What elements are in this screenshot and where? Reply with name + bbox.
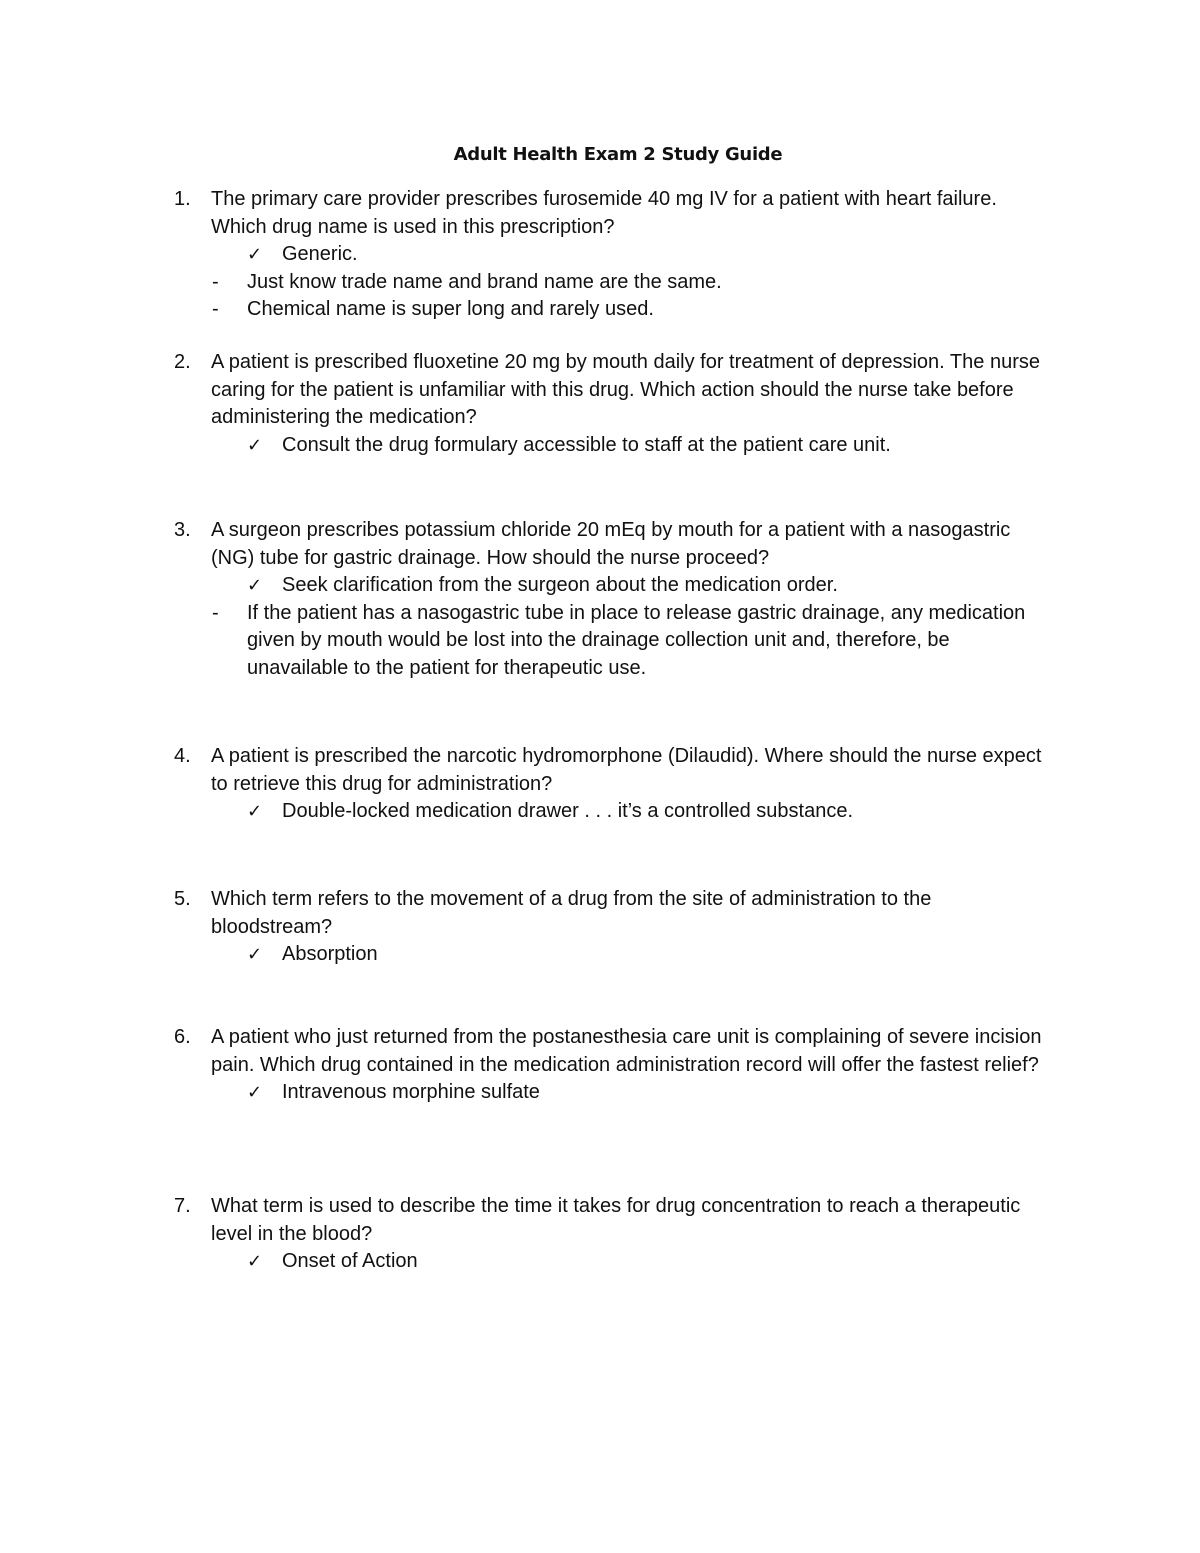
question-body: Which term refers to the movement of a drug from the site of administration to the bloodstream? [211, 888, 932, 938]
question-number: 2. [174, 351, 191, 373]
question-text [174, 517, 1054, 572]
checkmark-icon: ✓ [247, 944, 263, 965]
question-body: A patient is prescribed fluoxetine 20 mg by mouth daily for treatment of depression. The nurse caring for the patient is unfamiliar with this drug. Which action should the nurse take before administering the medication? [211, 351, 1040, 428]
question-7 [174, 1193, 1054, 1276]
checkmark-icon: ✓ [247, 434, 263, 456]
answer-line [174, 572, 1054, 600]
answer-text: Absorption [282, 943, 378, 965]
answer-line [174, 241, 1054, 269]
question-text [174, 1024, 1054, 1079]
note-line [174, 296, 1054, 324]
question-6 [174, 1024, 1054, 1107]
note-text: Just know trade name and brand name are the same. [247, 270, 722, 293]
checkmark-icon: ✓ [247, 1251, 263, 1272]
question-4 [174, 743, 1054, 826]
question-2 [174, 349, 1054, 459]
checkmark-icon: ✓ [247, 244, 263, 265]
answer-line [174, 1248, 1054, 1276]
checkmark-icon: ✓ [247, 575, 263, 596]
checkmark-icon: ✓ [247, 801, 263, 822]
note-text: If the patient has a nasogastric tube in place to release gastric drainage, any medication given by mouth would be lost into the drainage collection unit and, therefore, be unavailable to the patient for therapeutic use. [247, 601, 1026, 679]
question-number: 6. [174, 1026, 191, 1048]
answer-text: Generic. [282, 243, 358, 265]
checkmark-icon: ✓ [247, 1082, 263, 1103]
note-line [174, 600, 1054, 683]
answer-line [174, 941, 1054, 969]
question-text [174, 886, 1054, 941]
answer-text: Seek clarification from the surgeon about the medication order. [282, 574, 838, 596]
answer-text: Consult the drug formulary accessible to staff at the patient care unit. [282, 433, 891, 456]
answer-line [174, 798, 1054, 826]
answer-text: Intravenous morphine sulfate [282, 1081, 540, 1103]
question-text [174, 349, 1054, 432]
question-body: A patient who just returned from the postanesthesia care unit is complaining of severe incision pain. Which drug contained in the medication administration record will offer the fastest relief? [211, 1026, 1042, 1076]
answer-text: Onset of Action [282, 1250, 418, 1272]
dash-bullet: - [212, 270, 219, 293]
question-body: The primary care provider prescribes furosemide 40 mg IV for a patient with heart failure. Which drug name is used in this prescription? [211, 188, 997, 238]
answer-line [174, 1079, 1054, 1107]
question-3 [174, 517, 1054, 682]
question-text [174, 1193, 1054, 1248]
dash-bullet: - [212, 298, 219, 320]
question-1 [174, 186, 1054, 324]
note-line [174, 269, 1054, 297]
question-number: 7. [174, 1195, 191, 1217]
question-number: 3. [174, 519, 191, 541]
question-number: 4. [174, 745, 191, 767]
question-text [174, 743, 1054, 798]
question-body: A patient is prescribed the narcotic hydromorphone (Dilaudid). Where should the nurse expect to retrieve this drug for administration? [211, 745, 1042, 795]
question-text [174, 186, 1054, 241]
note-text: Chemical name is super long and rarely used. [247, 298, 654, 320]
question-number: 1. [174, 188, 191, 210]
question-number: 5. [174, 888, 191, 910]
answer-text: Double-locked medication drawer . . . it’s a controlled substance. [282, 800, 854, 822]
dash-bullet: - [212, 601, 219, 624]
question-body: A surgeon prescribes potassium chloride 20 mEq by mouth for a patient with a nasogastric (NG) tube for gastric drainage. How should the nurse proceed? [211, 519, 1011, 569]
question-body: What term is used to describe the time it takes for drug concentration to reach a therapeutic level in the blood? [211, 1195, 1021, 1245]
question-5 [174, 886, 1054, 969]
document-title: Adult Health Exam 2 Study Guide [453, 144, 783, 165]
answer-line [174, 432, 1054, 460]
